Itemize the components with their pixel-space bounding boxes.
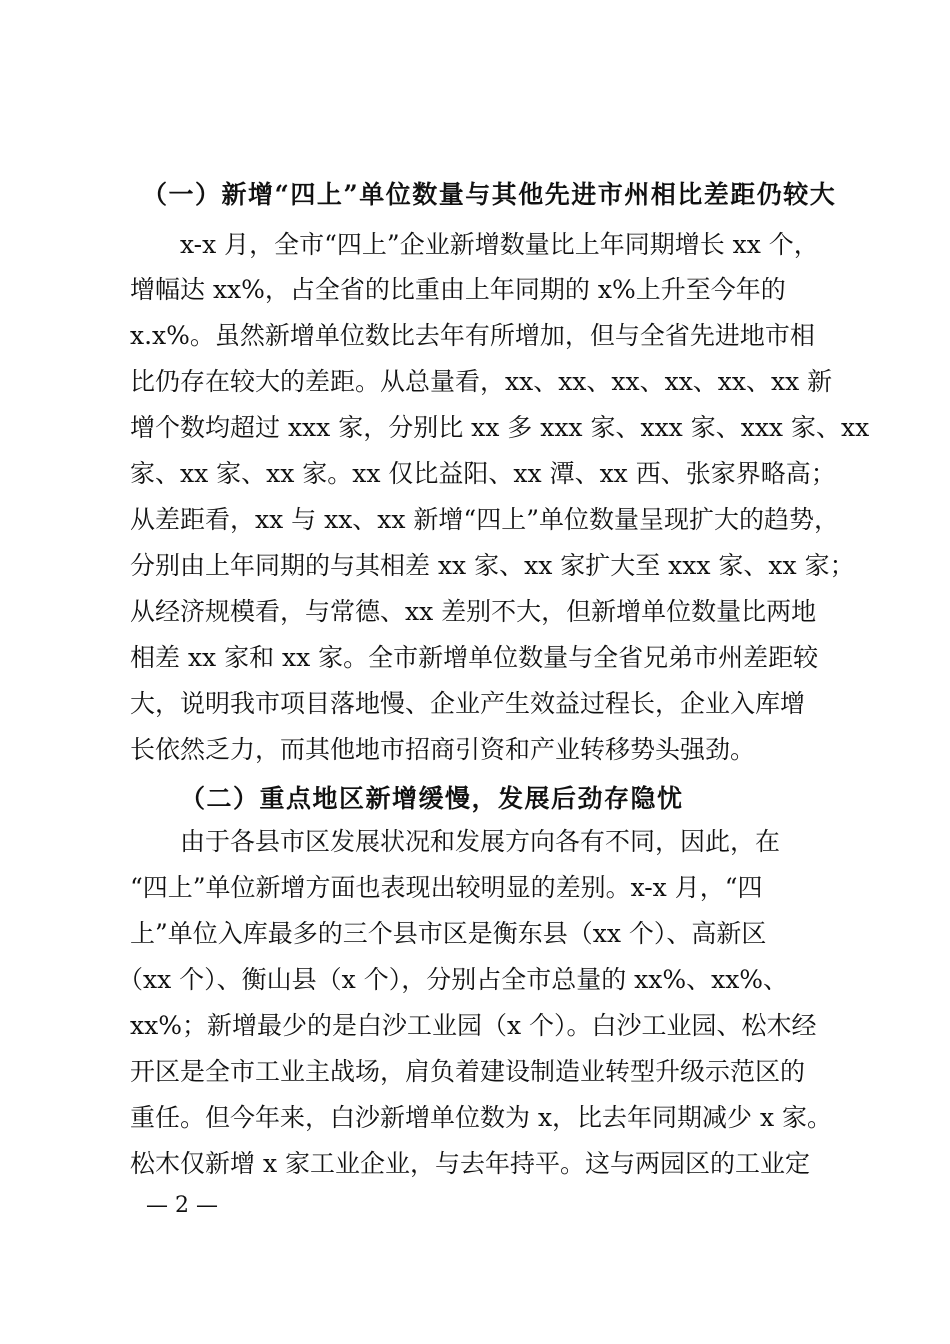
section-1-line: 相差 xx 家和 xx 家。全市新增单位数量与全省兄弟市州差距较 — [130, 643, 819, 672]
section-1-line: x-x 月，全市“四上”企业新增数量比上年同期增长 xx 个， — [180, 230, 819, 259]
section-1-line: 长依然乏力，而其他地市招商引资和产业转移势头强劲。 — [130, 735, 756, 764]
section-1-line: 分别由上年同期的与其相差 xx 家、xx 家扩大至 xxx 家、xx 家； — [130, 551, 855, 580]
section-2-line: 松木仅新增 x 家工业企业，与去年持平。这与两园区的工业定 — [130, 1149, 810, 1178]
section-1-heading: （一）新增“四上”单位数量与其他先进市州相比差距仍较大 — [142, 180, 837, 209]
section-1-line: 比仍存在较大的差距。从总量看，xx、xx、xx、xx、xx、xx 新 — [130, 367, 833, 396]
section-2-line: 开区是全市工业主战场，肩负着建设制造业转型升级示范区的 — [130, 1057, 806, 1086]
section-2-line: “四上”单位新增方面也表现出较明显的差别。x-x 月，“四 — [130, 873, 763, 902]
page-number: — 2 — — [146, 1193, 218, 1218]
section-1-line: 增幅达 xx%，占全省的比重由上年同期的 x%上升至今年的 — [130, 275, 786, 304]
section-2-line: 上”单位入库最多的三个县市区是衡东县（xx 个）、高新区 — [130, 919, 767, 948]
section-2-line: 由于各县市区发展状况和发展方向各有不同，因此，在 — [180, 827, 781, 856]
section-1-line: 大，说明我市项目落地慢、企业产生效益过程长，企业入库增 — [130, 689, 806, 718]
section-2-heading: （二）重点地区新增缓慢，发展后劲存隐忧 — [180, 784, 684, 813]
section-1-line: 家、xx 家、xx 家。xx 仅比益阳、xx 潭、xx 西、张家界略高； — [130, 459, 836, 488]
section-2-line: 重任。但今年来，白沙新增单位数为 x，比去年同期减少 x 家。 — [130, 1103, 833, 1132]
section-1-line: 从经济规模看，与常德、xx 差别不大，但新增单位数量比两地 — [130, 597, 817, 626]
section-1-line: x.x%。虽然新增单位数比去年有所增加，但与全省先进地市相 — [130, 321, 815, 350]
section-1-line: 从差距看，xx 与 xx、xx 新增“四上”单位数量呈现扩大的趋势， — [130, 505, 839, 534]
section-2-line: xx%；新增最少的是白沙工业园（x 个）。白沙工业园、松木经 — [130, 1011, 817, 1040]
section-2-line: （xx 个）、衡山县（x 个），分别占全市总量的 xx%、xx%、 — [118, 965, 789, 994]
section-1-line: 增个数均超过 xxx 家，分别比 xx 多 xxx 家、xxx 家、xxx 家、xx — [130, 413, 870, 442]
